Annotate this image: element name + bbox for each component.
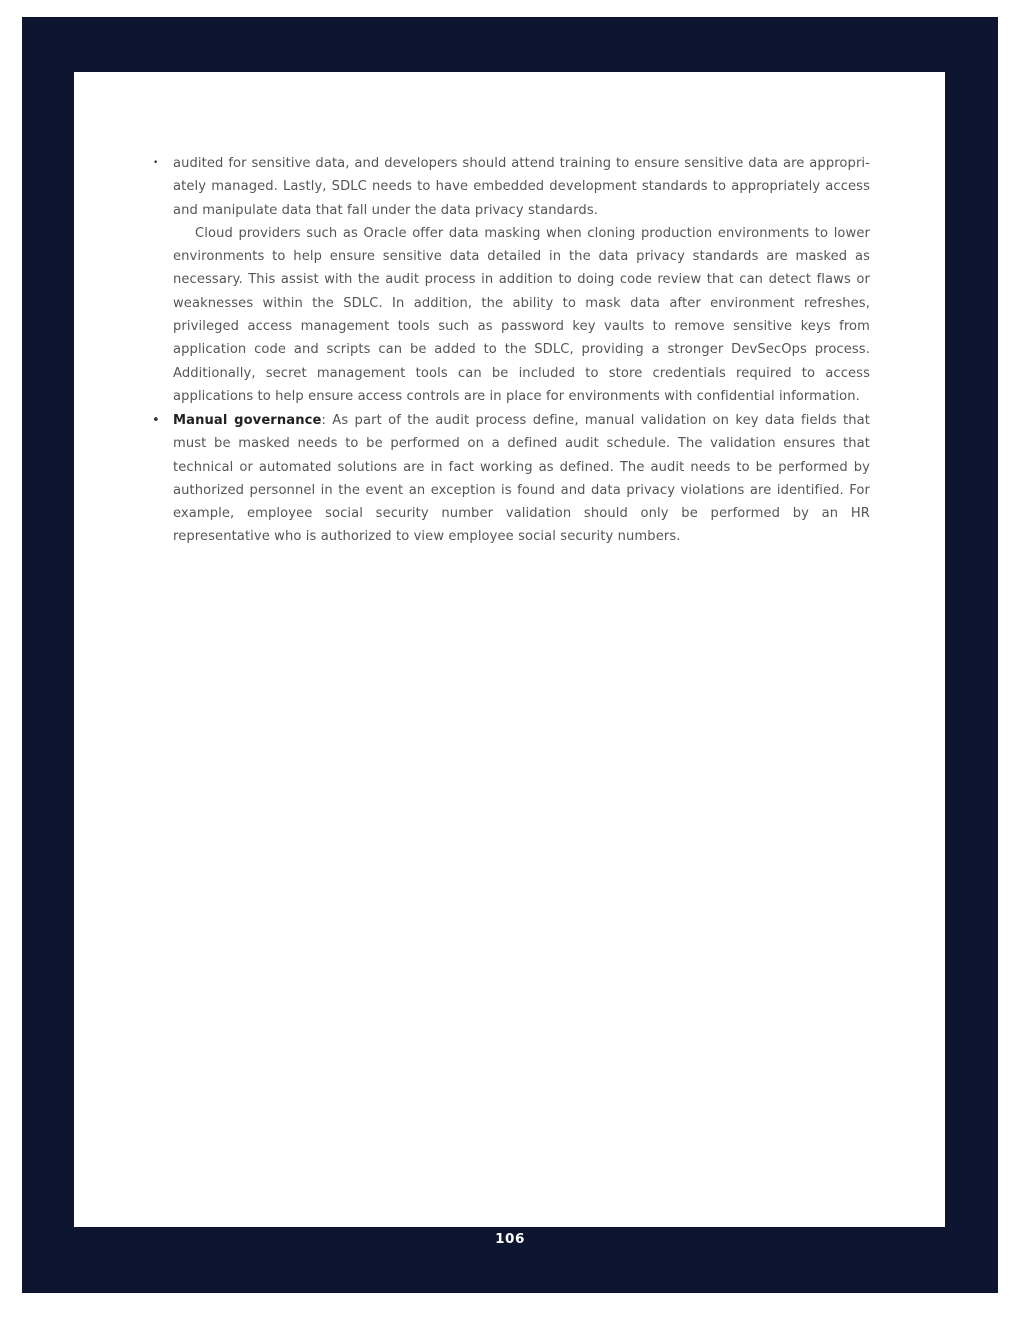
bullet-icon: • <box>152 413 160 428</box>
manual-governance-paragraph <box>173 409 870 549</box>
list-item-manual-governance <box>152 409 870 549</box>
bullet-icon: • <box>153 158 159 168</box>
page-number: 106 <box>495 1231 525 1247</box>
continued-paragraph: audited for sensitive data, and developers should attend training to ensure sensitive data are appropri-ately managed. Lastly, SDLC needs to have embedded development standards to appropriately access and manipulate data that fall under the data privacy standards. <box>173 156 870 218</box>
manual-governance-text: : As part of the audit process define, manual validation on key data fields that must be masked needs to be performed on a defined audit schedule. The validation ensures that technical or automated solutions are in fact working as defined. The audit needs to be performed by authorized personnel in the event an exception is found and data privacy violations are identified. For example, employee social security number validation should only be performed by an HR representative who is authorized to view employee social security numbers. <box>173 413 870 545</box>
page-sheet <box>74 72 945 1227</box>
page-frame <box>22 17 998 1293</box>
manual-governance-term: Manual governance <box>173 413 322 428</box>
cloud-providers-paragraph: Cloud providers such as Oracle offer data masking when cloning production environments to lower environments to help ensure sensitive data detailed in the data privacy standards are masked as necessary. This assist with the audit process in addition to doing code review that can detect flaws or weaknesses within the SDLC. In addition, the ability to mask data after environment refreshes, privileged access management tools such as password key vaults to remove sensitive keys from application code and scripts can be added to the SDLC, providing a stronger DevSecOps process. Additionally, secret management tools can be included to store credentials required to access applications to help ensure access controls are in place for environments with confidential information. <box>173 225 870 404</box>
list-item-continued <box>153 152 870 408</box>
